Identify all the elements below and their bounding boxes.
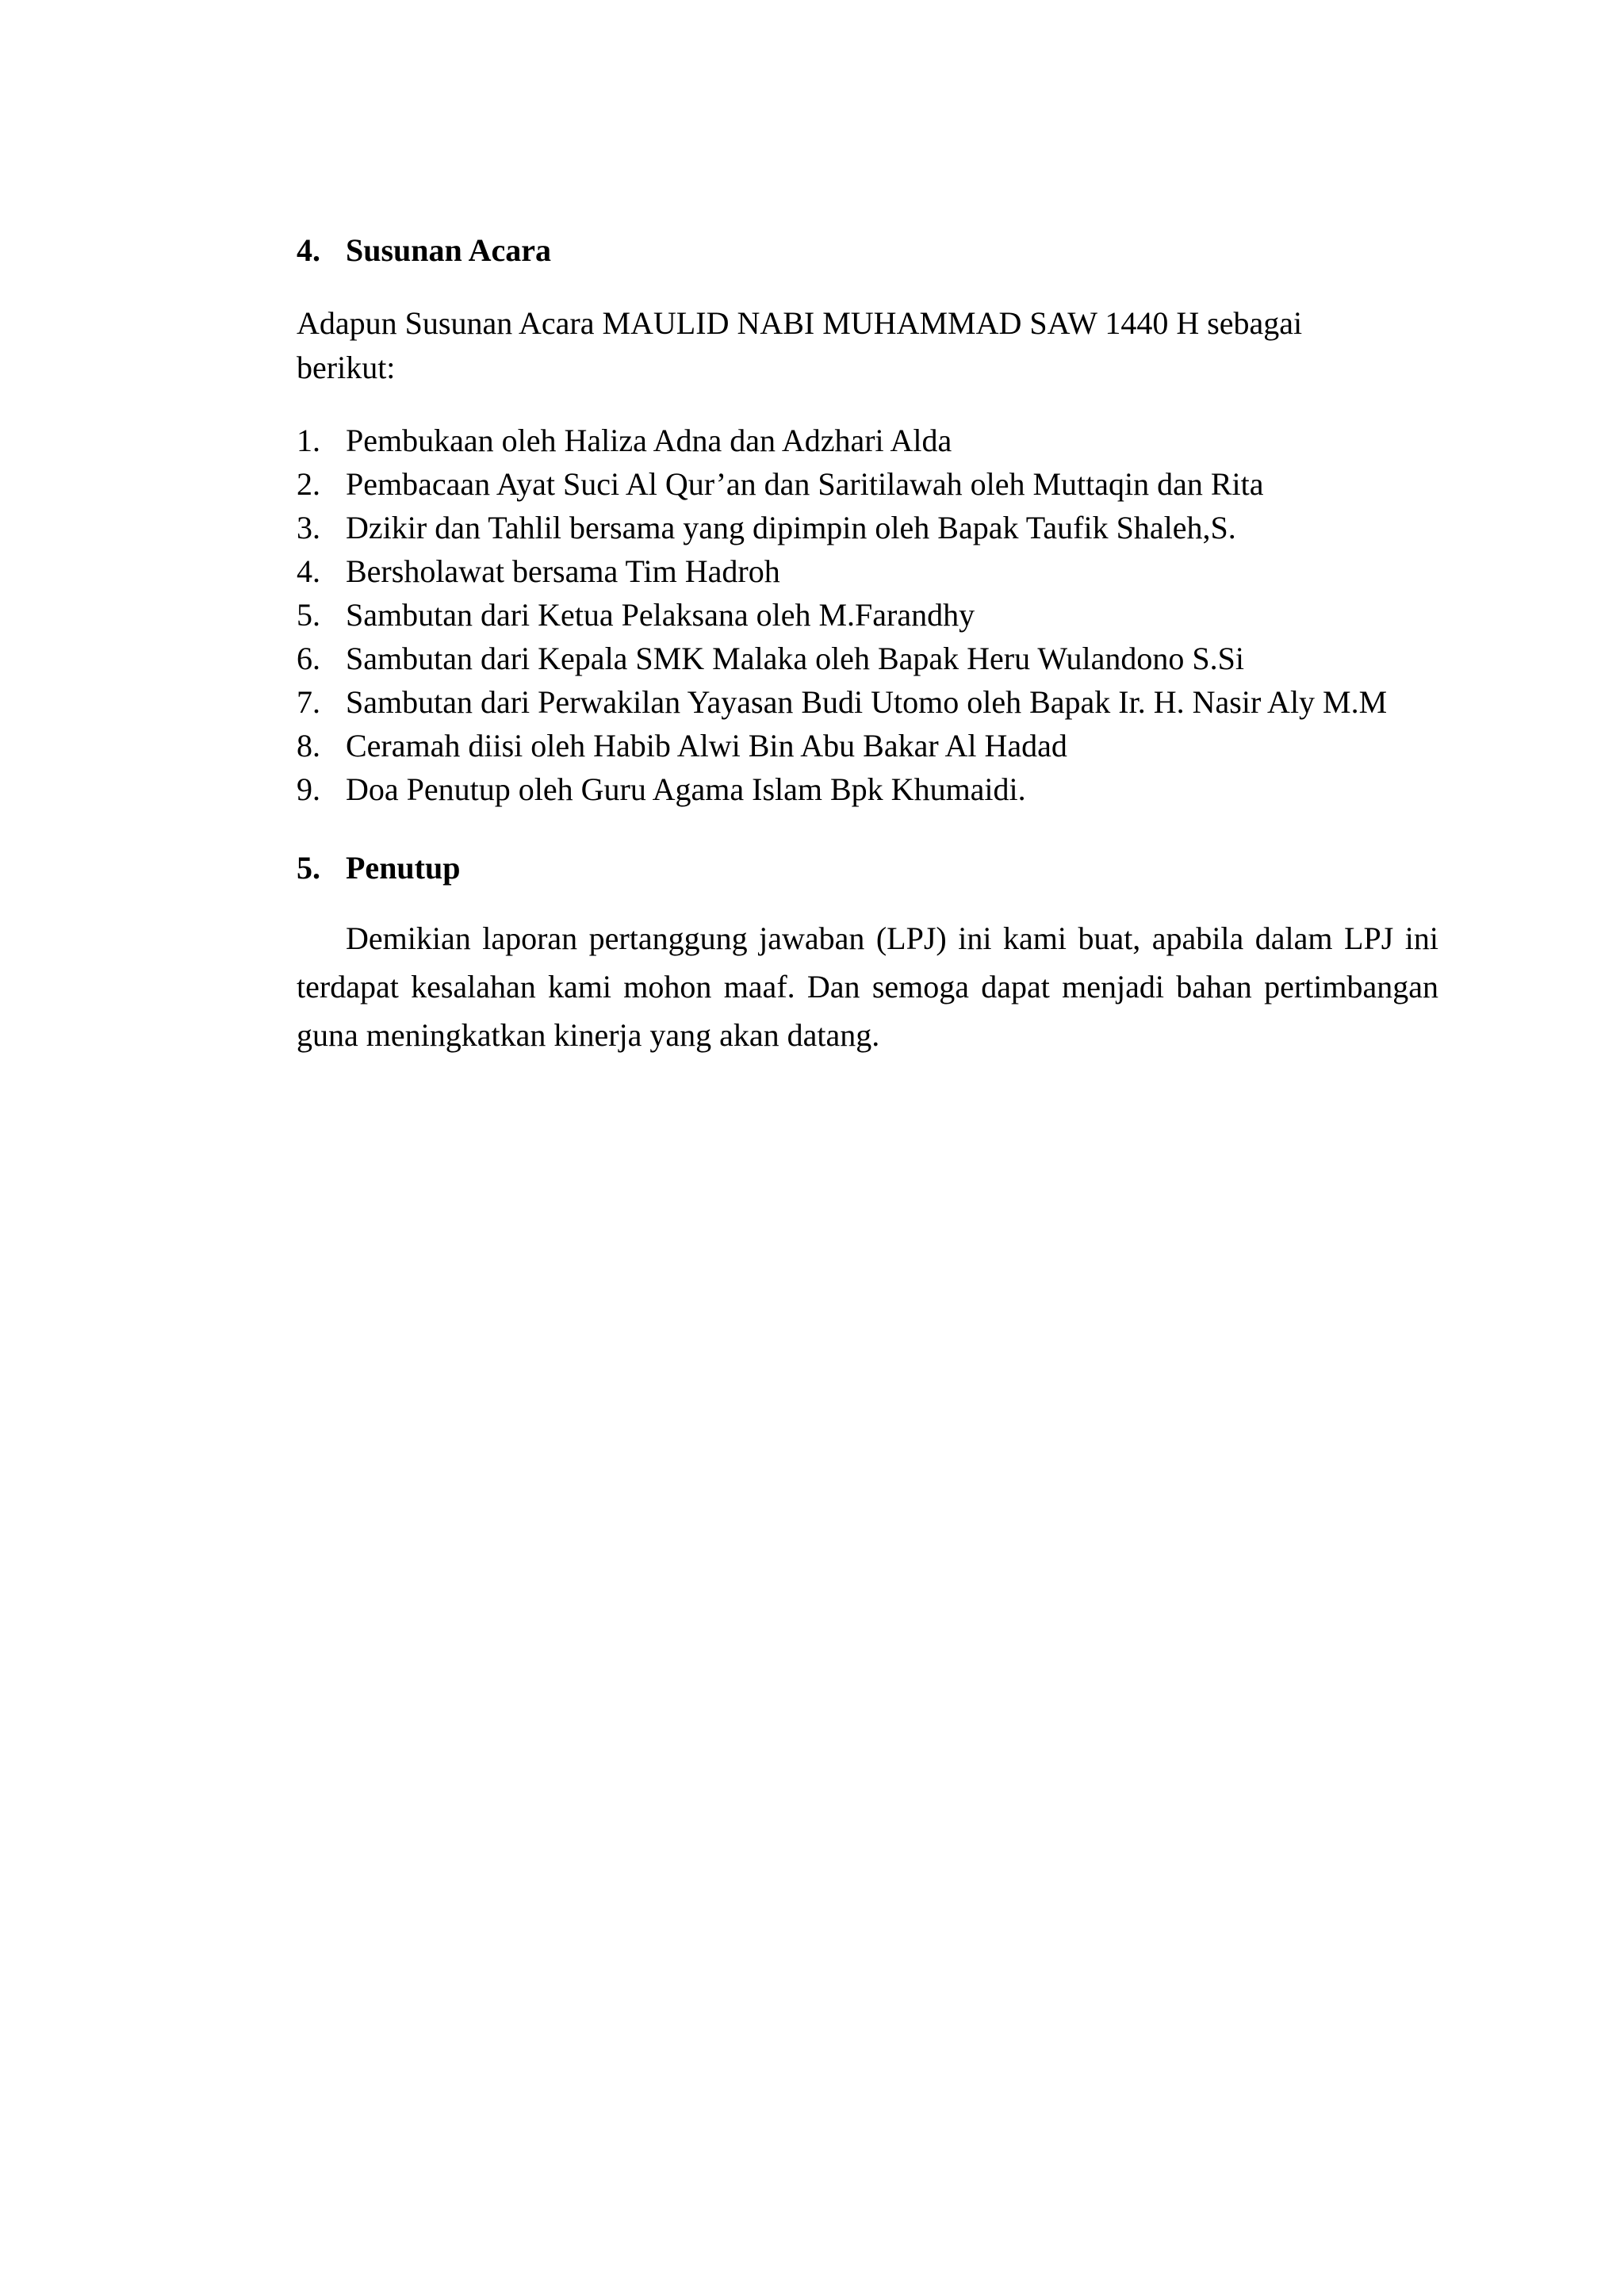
list-item-number: 4. xyxy=(297,553,320,589)
list-item xyxy=(297,637,1438,680)
closing-paragraph: Demikian laporan pertanggung jawaban (LPJ) ini kami buat, apabila dalam LPJ ini terdapat kesalahan kami mohon maaf. Dan semoga dapat menjadi bahan pertimbangan guna meningkatkan kinerja yang akan datang. xyxy=(297,920,1438,1053)
list-item xyxy=(297,506,1438,549)
list-item-number: 1. xyxy=(297,423,320,458)
agenda-list xyxy=(297,419,1438,811)
list-item-text: Ceramah diisi oleh Habib Alwi Bin Abu Bakar Al Hadad xyxy=(346,728,1067,763)
list-item-number: 5. xyxy=(297,597,320,633)
list-item xyxy=(297,593,1438,637)
list-item-text: Sambutan dari Ketua Pelaksana oleh M.Farandhy xyxy=(346,597,975,633)
list-item-number: 2. xyxy=(297,466,320,502)
document-page xyxy=(297,230,1438,1059)
list-item-text: Bersholawat bersama Tim Hadroh xyxy=(346,553,780,589)
list-item xyxy=(297,549,1438,593)
section-title: Susunan Acara xyxy=(346,232,551,268)
section-number: 4. xyxy=(297,232,320,268)
list-item xyxy=(297,724,1438,767)
list-item-number: 7. xyxy=(297,684,320,720)
list-item-number: 9. xyxy=(297,771,320,807)
list-item xyxy=(297,462,1438,506)
list-item-text: Doa Penutup oleh Guru Agama Islam Bpk Khumaidi. xyxy=(346,771,1026,807)
list-item-number: 3. xyxy=(297,510,320,545)
list-item-number: 6. xyxy=(297,641,320,676)
section-heading-susunan-acara xyxy=(297,230,1438,271)
list-item xyxy=(297,419,1438,462)
agenda-intro: Adapun Susunan Acara MAULID NABI MUHAMMAD SAW 1440 H sebagai berikut: xyxy=(297,305,1303,385)
section-heading-penutup xyxy=(297,848,1438,889)
list-item xyxy=(297,767,1438,811)
list-item-text: Pembacaan Ayat Suci Al Qur’an dan Saritilawah oleh Muttaqin dan Rita xyxy=(346,466,1264,502)
list-item-text: Sambutan dari Perwakilan Yayasan Budi Utomo oleh Bapak Ir. H. Nasir Aly M.M xyxy=(346,684,1388,720)
section-title: Penutup xyxy=(346,850,461,886)
list-item xyxy=(297,680,1438,724)
list-item-text: Pembukaan oleh Haliza Adna dan Adzhari Alda xyxy=(346,423,952,458)
section-number: 5. xyxy=(297,850,320,886)
list-item-text: Dzikir dan Tahlil bersama yang dipimpin oleh Bapak Taufik Shaleh,S. xyxy=(346,510,1236,545)
list-item-number: 8. xyxy=(297,728,320,763)
list-item-text: Sambutan dari Kepala SMK Malaka oleh Bapak Heru Wulandono S.Si xyxy=(346,641,1244,676)
